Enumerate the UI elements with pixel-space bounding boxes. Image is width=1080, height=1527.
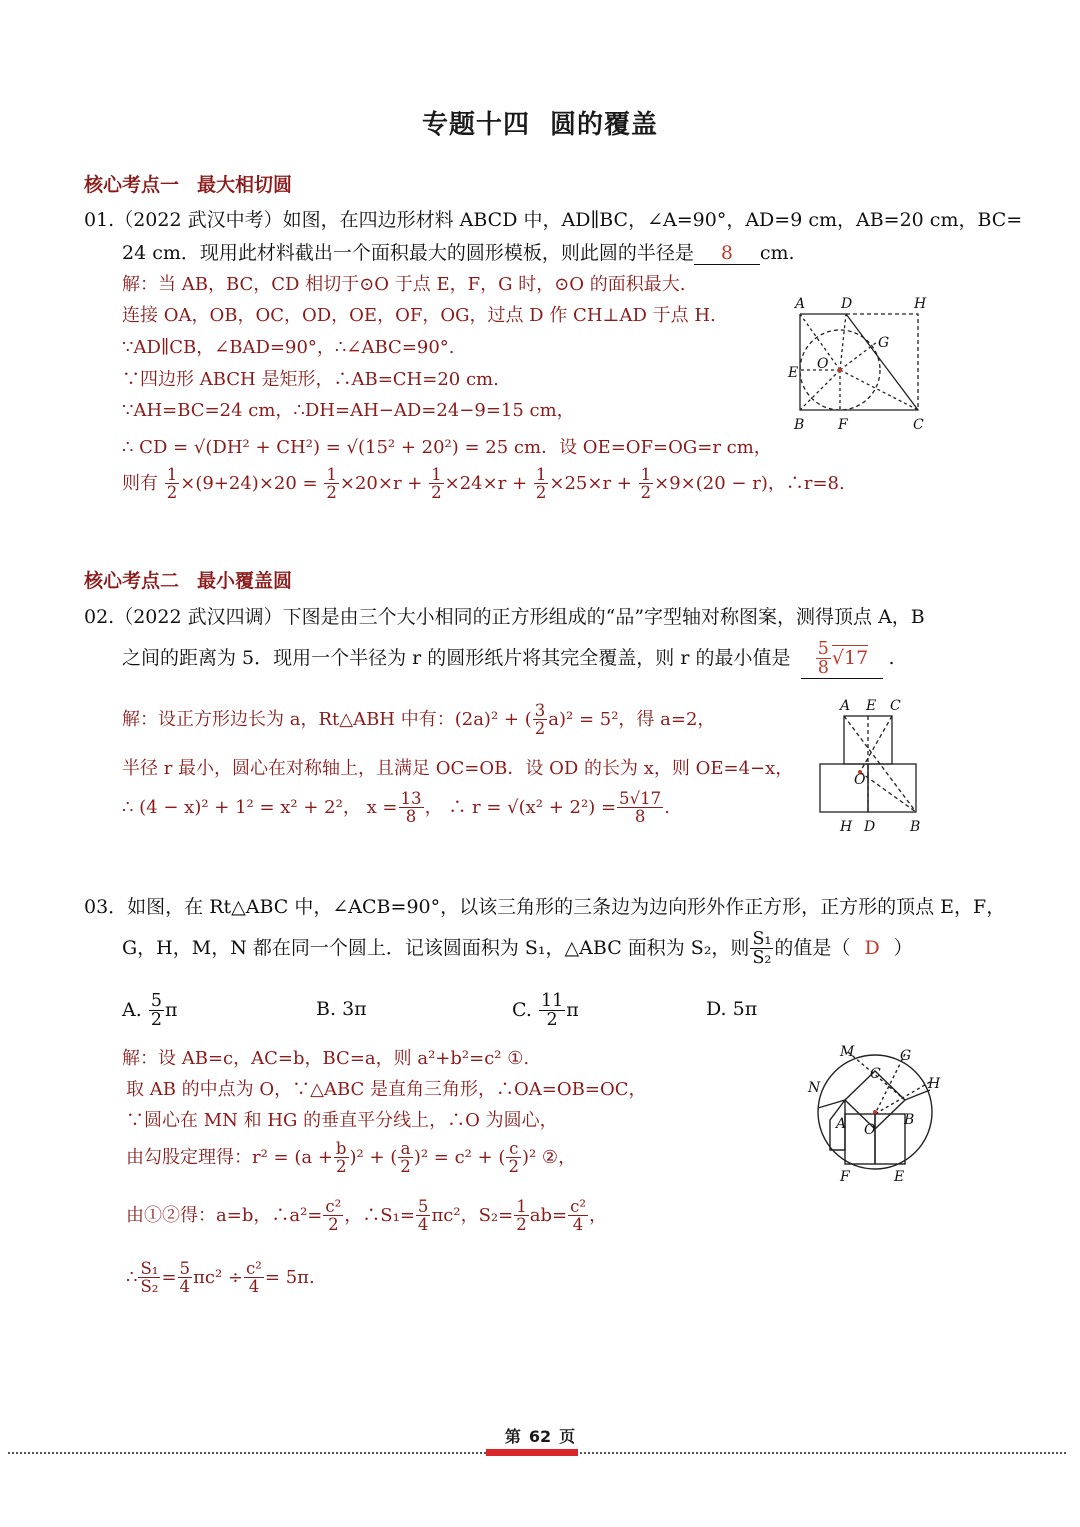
q1-line2: 24 cm．现用此材料截出一个面积最大的圆形模板，则此圆的半径是 8 cm. — [122, 242, 795, 264]
title-topic: 专题十四 — [421, 110, 530, 140]
section-heading-1 — [84, 170, 292, 197]
svg-text:B: B — [794, 417, 805, 433]
q3-option-c: C. $\frac{11}{2}$ π — [512, 991, 579, 1031]
section-number: 核心考点一 — [84, 174, 180, 196]
q3-sol-line: 取 AB 的中点为 O，∵△ABC 是直角三角形，∴OA=OB=OC， — [126, 1079, 647, 1100]
q1-sol-line: ∴ CD = √(DH² + CH²) = √(15² + 20²) = 25 cm．设 OE=OF=OG=r cm， — [122, 437, 772, 458]
svg-text:G: G — [900, 1048, 912, 1064]
svg-text:E: E — [788, 365, 799, 381]
svg-text:A: A — [836, 1116, 847, 1132]
svg-text:O: O — [817, 356, 829, 372]
svg-text:M: M — [840, 1044, 855, 1060]
q1-sol-line: ∵四边形 ABCH 是矩形，∴AB=CH=20 cm. — [122, 369, 499, 390]
q2-sol-line: 半径 r 最小，圆心在对称轴上，且满足 OC=OB．设 OD 的长为 x，则 OE=4−x， — [122, 758, 794, 779]
q1-line1: 01.（2022 武汉中考）如图，在四边形材料 ABCD 中，AD∥BC，∠A=90°，AD=9 cm，AB=20 cm，BC= — [84, 209, 1023, 231]
q3-sol-line: ∴ $\frac{\text{S₁}}{\text{S₂}}$ = $\frac{5}{4}$ πc² ÷ $\frac{\text{c²}}{4}$ = 5π. — [126, 1259, 315, 1297]
q3-sol-line: 由①②得：a=b，∴a²= $\frac{\text{c²}}{2}$ ，∴S₁= $\frac{5}{4}$ πc²，S₂= $\frac{1}{2}$ ab= $\frac{\text{c²}}{4}$ ， — [126, 1197, 607, 1235]
svg-text:N: N — [808, 1080, 821, 1096]
svg-text:C: C — [870, 1066, 881, 1082]
svg-text:B: B — [910, 819, 921, 835]
svg-text:O: O — [864, 1122, 876, 1138]
q1-figure — [780, 290, 940, 440]
q1-sol-line: ∵AD∥CB，∠BAD=90°，∴∠ABC=90°. — [122, 337, 455, 358]
q3-sol-line: ∵圆心在 MN 和 HG 的垂直平分线上，∴O 为圆心， — [126, 1110, 558, 1131]
q3-sol-line: 解：设 AB=c，AC=b，BC=a，则 a²+b²=c² ①. — [122, 1048, 530, 1069]
q1-answer: 8 — [694, 242, 760, 265]
title-subject: 圆的覆盖 — [550, 110, 659, 140]
section-heading-2 — [84, 566, 292, 593]
square-on-bc — [875, 1114, 905, 1164]
q2-sol-line: 解：设正方形边长为 a，Rt△ABH 中有：(2a)² + ( $\frac{3}{2}$ a)² = 5²，得 a=2， — [122, 701, 716, 739]
svg-text:G: G — [878, 335, 890, 351]
center-point — [838, 368, 842, 372]
q3-option-a: A. $\frac{5}{2}$ π — [122, 991, 178, 1031]
q3-answer: D — [864, 936, 880, 959]
q2-line2: 之间的距离为 5．现用一个半径为 r 的圆形纸片将其完全覆盖，则 r 的最小值是 $\frac{5}{8}$ √17 . — [122, 639, 895, 679]
svg-text:C: C — [890, 698, 901, 714]
svg-text:O: O — [854, 772, 866, 788]
q1-sol-line: 连接 OA，OB，OC，OD，OE，OF，OG，过点 D 作 CH⊥AD 于点 H. — [122, 305, 716, 326]
q1-sol-line: ∵AH=BC=24 cm，∴DH=AH−AD=24−9=15 cm， — [122, 400, 575, 421]
svg-text:E: E — [894, 1169, 905, 1185]
svg-text:A: A — [795, 296, 806, 312]
center-point — [873, 1110, 877, 1114]
q2-figure — [810, 692, 930, 840]
q3-line1: 03．如图，在 Rt△ABC 中，∠ACB=90°，以该三角形的三条边为边向形外作正方形，正方形的顶点 E，F， — [84, 896, 1006, 918]
svg-text:H: H — [928, 1076, 941, 1092]
svg-text:F: F — [840, 1169, 850, 1185]
right-square — [868, 764, 916, 812]
svg-text:E: E — [866, 698, 877, 714]
page-number: 62 — [528, 1427, 552, 1446]
section-name: 最小覆盖圆 — [197, 570, 293, 592]
footer-accent-bar — [486, 1449, 578, 1456]
svg-text:B: B — [904, 1112, 915, 1128]
q3-figure — [800, 1040, 950, 1190]
svg-text:F: F — [838, 417, 848, 433]
q2-line1: 02.（2022 武汉四调）下图是由三个大小相同的正方形组成的“品”字型轴对称图案，测得顶点 A，B — [84, 606, 925, 628]
q3-line2: G，H，M，N 都在同一个圆上．记该圆面积为 S₁，△ABC 面积为 S₂，则 $\frac{\text{S₁}}{\text{S₂}}$ 的值是（ D ） — [122, 929, 913, 969]
section-number: 核心考点二 — [84, 570, 180, 592]
svg-text:D: D — [841, 296, 853, 312]
q3-sol-line: 由勾股定理得：r² = (a + $\frac{b}{2}$ )² + ( $\frac{a}{2}$ )² = c² + ( $\frac{c}{2}$ )² ②， — [126, 1139, 577, 1177]
svg-text:C: C — [913, 417, 924, 433]
svg-text:A: A — [840, 698, 851, 714]
section-name: 最大相切圆 — [197, 174, 293, 196]
svg-text:H: H — [914, 296, 927, 312]
q3-option-b: B. 3π — [316, 998, 367, 1020]
page-footer: 第 62 页 — [504, 1427, 576, 1446]
q3-option-d: D. 5π — [706, 998, 758, 1020]
q2-sol-line: ∴ (4 − x)² + 1² = x² + 2²， x = $\frac{13}{8}$ ， ∴ r = √(x² + 2²) = $\frac{5√17}{8}$ . — [122, 789, 670, 827]
q1-sol-line: 解：当 AB，BC，CD 相切于⊙O 于点 E，F，G 时，⊙O 的面积最大. — [122, 274, 686, 295]
q1-sol-equation: 则有 $\frac{1}{2}$ ×(9+24)×20 = $\frac{1}{2}$ ×20×r + $\frac{1}{2}$ ×24×r + $\frac{1}{2}$ ×25×r + $\frac{1}{2}$ ×9×(20 − r)，∴r=8. — [122, 465, 845, 503]
page-title — [0, 104, 1080, 141]
q2-answer: $\frac{5}{8}$ √17 — [801, 640, 883, 679]
svg-text:H: H — [840, 819, 853, 835]
svg-text:D: D — [864, 819, 876, 835]
